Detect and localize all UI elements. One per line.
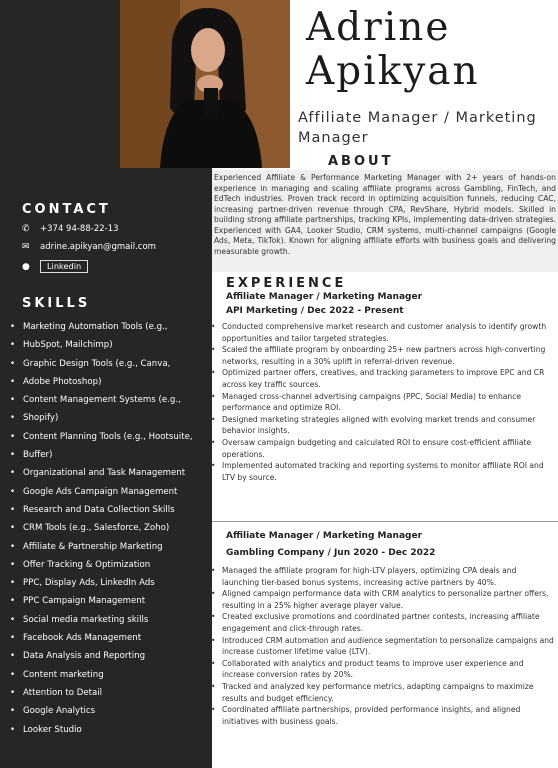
job-bullet: • Created exclusive promotions and coordinated partner contests, increasing affiliate engagement and click-through rates. (210, 611, 554, 634)
profile-photo (120, 0, 290, 168)
job-bullet: • Tracked and analyzed key performance metrics, adapting campaigns to maximize results and budget efficiency. (210, 681, 554, 704)
job-1-company-dates: API Marketing / Dec 2022 - Present (226, 306, 404, 316)
location-pin-icon: ● (22, 261, 30, 272)
phone-icon: ✆ (22, 224, 30, 234)
first-name: Adrine (306, 5, 451, 50)
contact-phone (22, 224, 119, 234)
skill-item: • HubSpot, Mailchimp) (10, 336, 210, 354)
skill-item: • Shopify) (10, 409, 210, 427)
job-role: Affiliate Manager / Marketing Manager (298, 110, 537, 146)
email-icon: ✉ (22, 242, 30, 252)
linkedin-link[interactable]: Linkedin (40, 260, 88, 273)
job-bullet: • Optimized partner offers, creatives, and tracking parameters to improve EPC and CR across key traffic sources. (210, 367, 554, 390)
skill-item: • Social media marketing skills (10, 611, 210, 629)
skill-item: • Content marketing (10, 666, 210, 684)
job-bullet: • Introduced CRM automation and audience segmentation to personalize campaigns and increase customer lifetime value (LTV). (210, 635, 554, 658)
skill-item: • PPC, Display Ads, LinkedIn Ads (10, 574, 210, 592)
phone-text: +374 94-88-22-13 (40, 224, 119, 234)
skill-item: • Content Planning Tools (e.g., Hootsuite, (10, 428, 210, 446)
contact-email[interactable] (22, 242, 156, 252)
skill-item: • Adobe Photoshop) (10, 373, 210, 391)
skill-item: • Attention to Detail (10, 684, 210, 702)
job-bullet: • Designed marketing strategies aligned with evolving market trends and consumer behavior insights. (210, 414, 554, 437)
section-divider (212, 521, 558, 522)
skill-item: • Looker Studio (10, 721, 210, 739)
skill-item: • Facebook Ads Management (10, 629, 210, 647)
about-text: Experienced Affiliate & Performance Marketing Manager with 2+ years of hands-on experience in managing and scaling affiliate programs across Gambling, FinTech, and EdTech industries. Proven track record in optimizing acquisition funnels, reducing CAC, increasing partner-driven revenue through CPA, RevShare, Hybrid models. Skilled in building strong affiliate partnerships, tracking KPIs, implementing data-driven strategies. Experienced with GA4, Looker Studio, CRM systems, multi-channel campaigns (Google Ads, Meta, TikTok). Known for aligning affiliate efforts with business goals and delivering measurable growth. (212, 170, 558, 272)
experience-heading: EXPERIENCE (226, 276, 347, 291)
skill-item: • Buffer) (10, 446, 210, 464)
skill-item: • Affiliate & Partnership Marketing (10, 538, 210, 556)
job-bullet: • Managed cross-channel advertising campaigns (PPC, Social Media) to enhance performance and optimize ROI. (210, 391, 554, 414)
skill-item: • Graphic Design Tools (e.g., Canva, (10, 355, 210, 373)
full-name (306, 6, 480, 94)
skills-list (10, 318, 210, 739)
job-bullet: • Coordinated affiliate partnerships, provided performance insights, and aligned initiatives with business goals. (210, 704, 554, 727)
job-bullet: • Conducted comprehensive market research and customer analysis to identify growth opportunities and tailor targeted strategies. (210, 321, 554, 344)
skill-item: • Data Analysis and Reporting (10, 647, 210, 665)
contact-heading: CONTACT (22, 202, 111, 217)
job-1-title: Affiliate Manager / Marketing Manager (226, 292, 423, 302)
skill-item: • Content Management Systems (e.g., (10, 391, 210, 409)
job-bullet: • Aligned campaign performance data with CRM analytics to personalize partner offers, resulting in a 25% higher average player value. (210, 588, 554, 611)
job-bullet: • Collaborated with analytics and product teams to improve user experience and increase conversion rates by 20%. (210, 658, 554, 681)
job-bullet: • Implemented automated tracking and reporting systems to monitor affiliate ROI and LTV by source. (210, 460, 554, 483)
email-text[interactable]: adrine.apikyan@gmail.com (40, 242, 156, 252)
skill-item: • Research and Data Collection Skills (10, 501, 210, 519)
job-bullet: • Managed the affiliate program for high-LTV players, optimizing CPA deals and launching tier-based bonus systems, increasing active partners by 40%. (210, 565, 554, 588)
skill-item: • Google Ads Campaign Management (10, 483, 210, 501)
skill-item: • Organizational and Task Management (10, 464, 210, 482)
job-bullet: • Scaled the affiliate program by onboarding 25+ new partners across high-converting networks, resulting in a 30% uplift in referral-driven revenue. (210, 344, 554, 367)
about-heading: ABOUT (328, 154, 394, 169)
job-2-bullets (210, 565, 554, 727)
last-name: Apikyan (306, 49, 480, 94)
skill-item: • PPC Campaign Management (10, 592, 210, 610)
skills-heading: SKILLS (22, 296, 91, 311)
portrait-image (120, 0, 290, 168)
contact-linkedin[interactable] (22, 260, 88, 273)
job-2-company-dates: Gambling Company / Jun 2020 - Dec 2022 (226, 548, 436, 558)
job-2-title: Affiliate Manager / Marketing Manager (226, 531, 423, 541)
skill-item: • CRM Tools (e.g., Salesforce, Zoho) (10, 519, 210, 537)
skill-item: • Google Analytics (10, 702, 210, 720)
skill-item: • Offer Tracking & Optimization (10, 556, 210, 574)
job-1-bullets (210, 321, 554, 483)
skill-item: • Marketing Automation Tools (e.g., (10, 318, 210, 336)
job-bullet: • Oversaw campaign budgeting and calculated ROI to ensure cost-efficient affiliate operations. (210, 437, 554, 460)
